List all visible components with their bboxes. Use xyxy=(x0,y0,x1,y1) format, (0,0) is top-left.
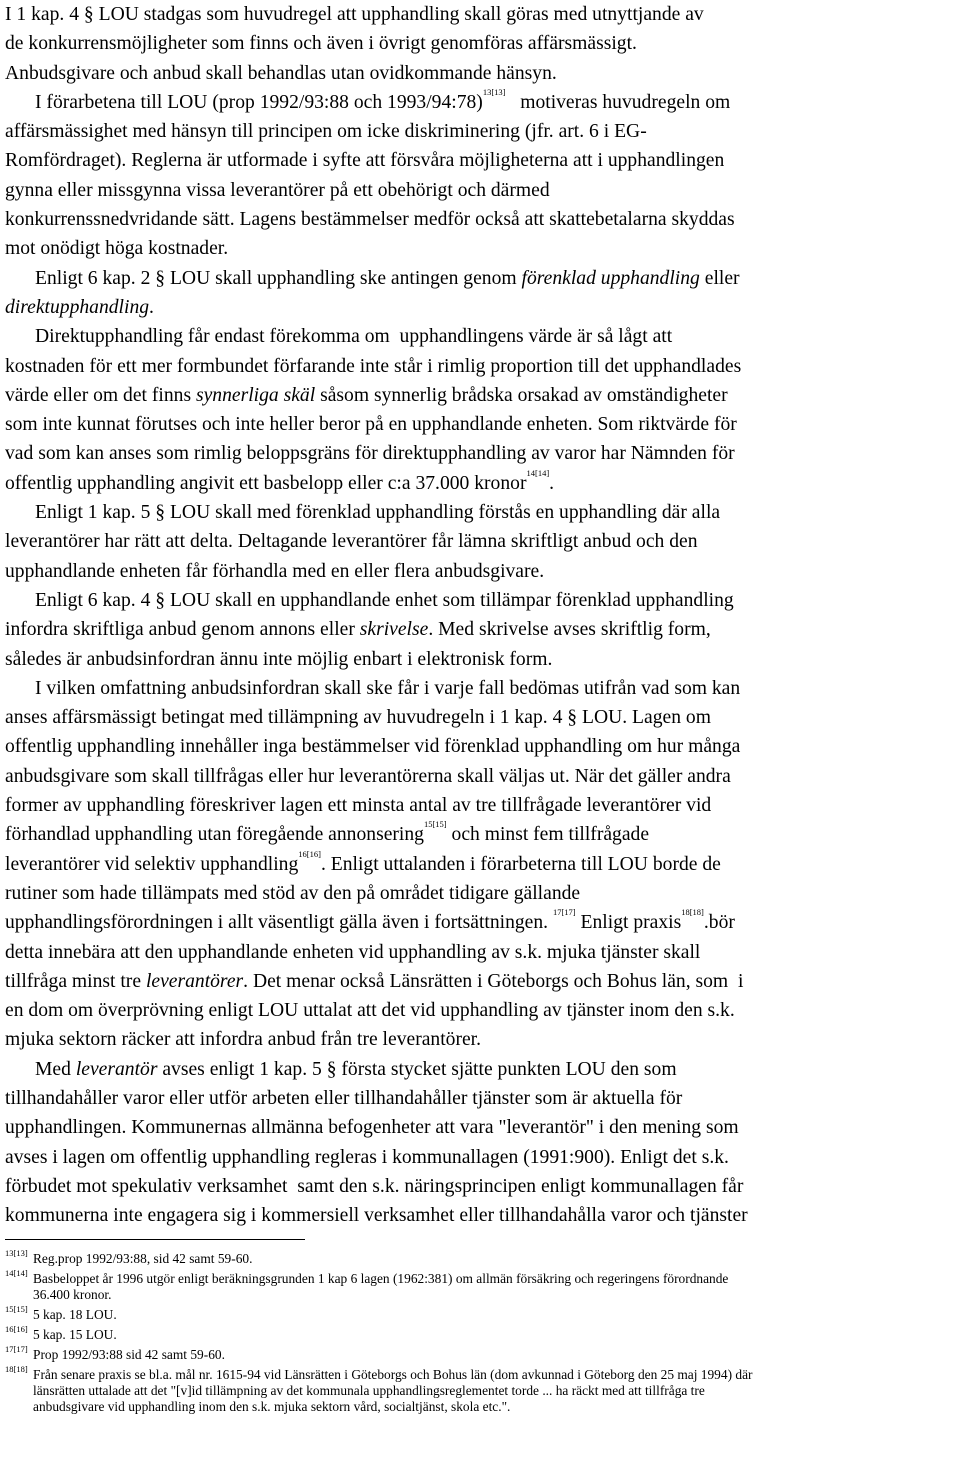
text-run: kommunerna inte engagera sig i kommersiell verksamhet eller tillhandahålla varor och tjänster xyxy=(5,1205,748,1227)
text-run: infordra skriftliga anbud genom annons eller xyxy=(5,619,360,641)
text-line xyxy=(5,820,955,849)
text-line xyxy=(5,1025,955,1054)
text-run: kostnaden för ett mer formbundet förfarande inte står i rimlig proportion till det upphandlades xyxy=(5,355,742,377)
text-run: avses enligt 1 kap. 5 § första stycket sjätte punkten LOU den som xyxy=(157,1058,677,1080)
text-run: upphandlande enheten får förhandla med en eller flera anbudsgivare. xyxy=(5,560,545,582)
text-run: konkurrenssnedvridande sätt. Lagens bestämmelser medför också att skattebetalarna skyddas xyxy=(5,209,735,231)
italic-text: leverantör xyxy=(75,1058,158,1080)
footnote xyxy=(5,1364,955,1415)
text-line xyxy=(5,439,955,468)
body-text xyxy=(5,0,955,1230)
text-run: . Enligt uttalanden i förarbeterna till LOU borde de xyxy=(320,853,721,875)
text-run: Romfördraget). Reglerna är utformade i syfte att försvåra möjligheterna att i upphandlingen xyxy=(5,150,725,172)
text-run: motiveras huvudregeln om xyxy=(505,91,731,113)
footnote-reference: 15[15] xyxy=(423,819,447,830)
text-run: Enligt 1 kap. 5 § LOU skall med förenklad upphandling förstås en upphandling där alla xyxy=(35,502,721,524)
text-run: tillfråga minst tre xyxy=(5,970,146,992)
italic-text: synnerliga skäl xyxy=(195,384,316,406)
text-line xyxy=(5,1201,955,1230)
text-run: affärsmässighet med hänsyn till principen om icke diskriminering (jfr. art. 6 i EG- xyxy=(5,121,647,143)
italic-text: förenklad upphandling xyxy=(521,267,700,289)
italic-text: leverantörer xyxy=(145,970,244,992)
text-run: Med xyxy=(35,1058,76,1080)
text-run: de konkurrensmöjligheter som finns och även i övrigt genomföras affärsmässigt. xyxy=(5,33,637,55)
footnote-reference: 18[18] xyxy=(681,907,704,918)
footnote-reference: 17[17] xyxy=(552,907,576,918)
text-line xyxy=(5,938,955,967)
text-run: leverantörer har rätt att delta. Deltagande leverantörer får lämna skriftligt anbud och den xyxy=(5,531,698,553)
text-line xyxy=(5,703,955,732)
text-line xyxy=(5,1143,955,1172)
text-line xyxy=(5,1172,955,1201)
text-line xyxy=(5,410,955,439)
text-line xyxy=(5,850,955,879)
footnote xyxy=(5,1248,955,1267)
footnote-reference: 16[16] xyxy=(298,848,321,859)
text-line xyxy=(5,1055,955,1084)
footnote-text: Från senare praxis se bl.a. mål nr. 1615-94 vid Länsrätten i Göteborgs och Bohus län (dom avkunnad i Göteborg den 25 maj 1994) där xyxy=(33,1367,753,1382)
footnote-marker: 17[17] xyxy=(5,1344,28,1354)
text-line xyxy=(5,264,955,293)
text-run: Direktupphandling får endast förekomma om upphandlingens värde är så lågt att xyxy=(35,326,673,348)
footnote-separator xyxy=(5,1239,305,1240)
text-line xyxy=(5,29,955,58)
text-run: I vilken omfattning anbudsinfordran skall ske får i varje fall bedömas utifrån vad som kan xyxy=(35,677,741,699)
text-run: leverantörer vid selektiv upphandling xyxy=(5,853,299,875)
text-run: I förarbetena till LOU (prop 1992/93:88 och 1993/94:78) xyxy=(35,91,483,113)
text-line xyxy=(5,967,955,996)
text-run: vad som kan anses som rimlig beloppsgräns för direktupphandling av varor har Nämnden för xyxy=(5,443,735,465)
text-line xyxy=(5,762,955,791)
text-line xyxy=(5,732,955,761)
footnote-text: 5 kap. 18 LOU. xyxy=(33,1307,117,1322)
footnote-text: länsrätten uttalade att det "[v]id tillämpning av det kommunala upphandlingsreglementet torde ... ha räckt med att tillfråga tre xyxy=(33,1383,705,1398)
text-line xyxy=(5,615,955,644)
text-run: eller xyxy=(699,267,740,289)
text-run: . Med skrivelse avses skriftlig form, xyxy=(428,619,711,641)
text-line xyxy=(5,996,955,1025)
text-line xyxy=(5,381,955,410)
footnote xyxy=(5,1324,955,1343)
text-run: anses affärsmässigt betingat med tillämpning av huvudregeln i 1 kap. 4 § LOU. Lagen om xyxy=(5,707,711,729)
text-line xyxy=(5,879,955,908)
text-line xyxy=(5,469,955,498)
text-line xyxy=(5,59,955,88)
footnote xyxy=(5,1304,955,1323)
footnote-marker: 14[14] xyxy=(5,1268,28,1278)
text-line xyxy=(5,88,955,117)
text-run: former av upphandling föreskriver lagen ett minsta antal av tre tillfrågade leverantörer vid xyxy=(5,795,712,817)
text-run: avses i lagen om offentlig upphandling regleras i kommunallagen (1991:900). Enligt det s.k. xyxy=(5,1146,729,1168)
text-line xyxy=(5,645,955,674)
text-line xyxy=(5,352,955,381)
text-run: offentlig upphandling innehåller inga bestämmelser vid förenklad upphandling om hur många xyxy=(5,736,741,758)
text-run: anbudsgivare som skall tillfrågas eller hur leverantörerna skall väljas ut. När det gäller andra xyxy=(5,765,731,787)
italic-text: skrivelse xyxy=(359,619,429,641)
text-run: .bör xyxy=(703,912,735,934)
footnote-marker: 13[13] xyxy=(5,1248,28,1258)
text-line xyxy=(5,146,955,175)
footnote-text: Prop 1992/93:88 sid 42 samt 59-60. xyxy=(33,1347,225,1362)
footnote-marker: 18[18] xyxy=(5,1364,28,1374)
footnote-text: 5 kap. 15 LOU. xyxy=(33,1327,117,1342)
footnote-text: Reg.prop 1992/93:88, sid 42 samt 59-60. xyxy=(33,1251,253,1266)
text-run: upphandlingen. Kommunernas allmänna befogenheter att vara "leverantör" i den mening som xyxy=(5,1117,739,1139)
footnote-reference: 13[13] xyxy=(482,86,506,97)
text-run: . Det menar också Länsrätten i Göteborgs och Bohus län, som i xyxy=(243,970,744,992)
text-line xyxy=(5,498,955,527)
text-line xyxy=(5,908,955,937)
text-run: och minst fem tillfrågade xyxy=(446,824,650,846)
text-run: tillhandahåller varor eller utför arbeten eller tillhandahåller tjänster som är aktuella för xyxy=(5,1087,683,1109)
footnote-reference: 14[14] xyxy=(526,467,550,478)
footnote-marker: 16[16] xyxy=(5,1324,28,1334)
text-line xyxy=(5,527,955,556)
text-run: offentlig upphandling angivit ett basbelopp eller c:a 37.000 kronor xyxy=(5,472,527,494)
text-run: detta innebära att den upphandlande enheten vid upphandling av s.k. mjuka tjänster skall xyxy=(5,941,701,963)
text-line xyxy=(5,557,955,586)
text-line xyxy=(5,1084,955,1113)
text-run: värde eller om det finns xyxy=(5,384,196,406)
text-line xyxy=(5,586,955,615)
text-line xyxy=(5,117,955,146)
text-run: Enligt praxis xyxy=(575,912,682,934)
text-run: upphandlingsförordningen i allt väsentligt gälla även i fortsättningen. xyxy=(5,912,553,934)
text-run: Enligt 6 kap. 4 § LOU skall en upphandlande enhet som tillämpar förenklad upphandling xyxy=(35,589,734,611)
text-line xyxy=(5,234,955,263)
text-run: Enligt 6 kap. 2 § LOU skall upphandling ske antingen genom xyxy=(35,267,522,289)
text-run: såsom synnerlig brådska orsakad av omständigheter xyxy=(315,384,728,406)
footnote-text: 36.400 kronor. xyxy=(33,1287,112,1302)
text-run: således är anbudsinfordran ännu inte möjlig enbart i elektronisk form. xyxy=(5,648,553,670)
text-line xyxy=(5,293,955,322)
text-line xyxy=(5,205,955,234)
text-run: som inte kunnat förutses och inte heller beror på en upphandlande enheten. Som riktvärde för xyxy=(5,414,737,436)
text-line xyxy=(5,322,955,351)
text-run: I 1 kap. 4 § LOU stadgas som huvudregel att upphandling skall göras med utnyttjande av xyxy=(5,4,704,25)
text-run: förhandlad upphandling utan föregående annonsering xyxy=(5,824,424,846)
text-run: . xyxy=(149,296,154,318)
text-line xyxy=(5,176,955,205)
footnote-text: anbudsgivare vid upphandling inom den s.k. mjuka sektorn vård, socialtjänst, skola etc.". xyxy=(33,1399,511,1414)
text-run: förbudet mot spekulativ verksamhet samt den s.k. näringsprincipen enligt kommunallagen får xyxy=(5,1175,744,1197)
italic-text: direktupphandling xyxy=(5,296,150,318)
text-line xyxy=(5,1113,955,1142)
text-line xyxy=(5,674,955,703)
text-run: gynna eller missgynna vissa leverantörer på ett obehörigt och därmed xyxy=(5,179,550,201)
footnote-marker: 15[15] xyxy=(5,1304,28,1314)
footnote xyxy=(5,1344,955,1363)
footnotes xyxy=(5,1248,955,1419)
text-run: . xyxy=(549,472,555,494)
text-run: mjuka sektorn räcker att infordra anbud från tre leverantörer. xyxy=(5,1029,482,1051)
text-run: mot onödigt höga kostnader. xyxy=(5,238,229,260)
text-line xyxy=(5,791,955,820)
text-line xyxy=(5,0,955,29)
text-run: Anbudsgivare och anbud skall behandlas utan ovidkommande hänsyn. xyxy=(5,62,557,84)
footnote-text: Basbeloppet år 1996 utgör enligt beräkningsgrunden 1 kap 6 lagen (1962:381) om allmän försäkring och regeringens förordnande xyxy=(33,1271,729,1286)
text-run: en dom om överprövning enligt LOU uttalat att det vid upphandling av tjänster inom den s.k. xyxy=(5,1000,735,1022)
footnote xyxy=(5,1268,955,1303)
text-run: rutiner som hade tillämpats med stöd av den på området tidigare gällande xyxy=(5,882,581,904)
